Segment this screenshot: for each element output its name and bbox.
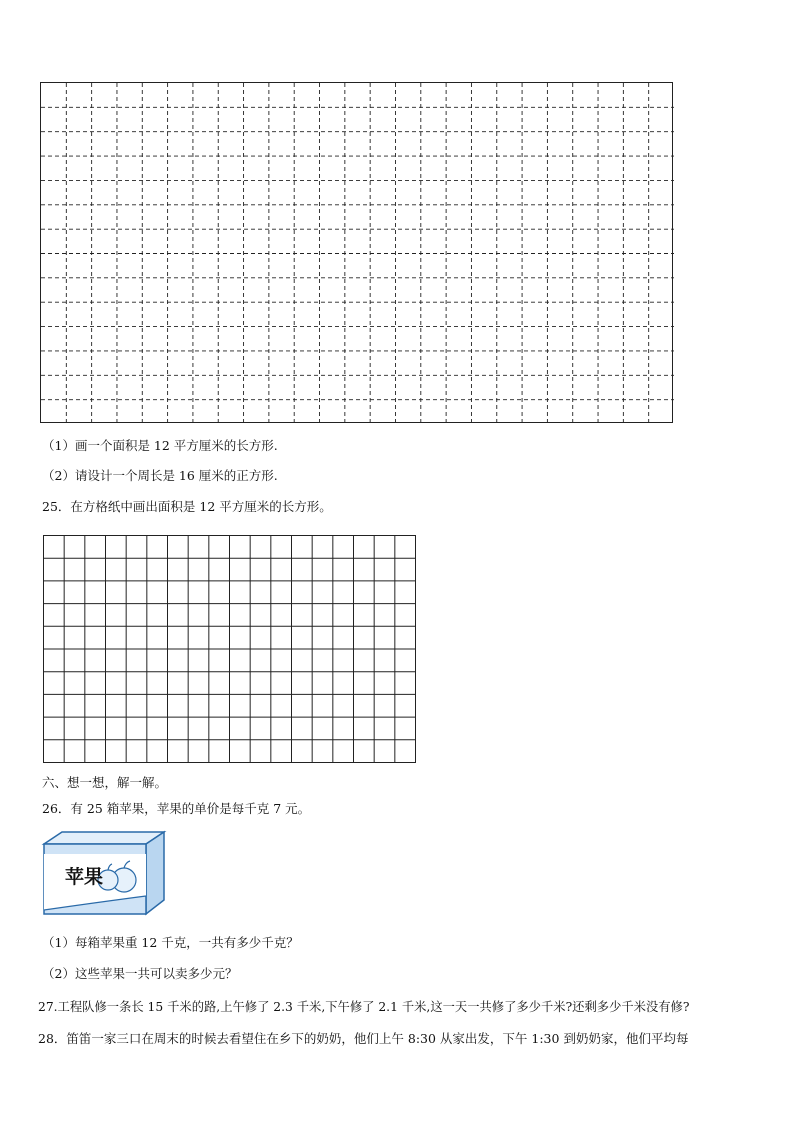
q26-part1: （1）每箱苹果重 12 千克，一共有多少千克？ [42, 935, 299, 950]
q28-text: 28．笛笛一家三口在周末的时候去看望住在乡下的奶奶，他们上午 8:30 从家出发，下午 1:30 到奶奶家，他们平均每 [38, 1031, 689, 1046]
solid-grid-lines [43, 535, 416, 763]
q24-part1: （1）画一个面积是 12 平方厘米的长方形. [42, 438, 278, 453]
q26-text: 26．有 25 箱苹果，苹果的单价是每千克 7 元。 [42, 801, 311, 816]
q24-part2: （2）请设计一个周长是 16 厘米的正方形. [42, 468, 278, 483]
solid-grid-paper [43, 535, 416, 763]
q27-text: 27.工程队修一条长 15 千米的路,上午修了 2.3 千米,下午修了 2.1 千米,这一天一共修了多少千米?还剩多少千米没有修? [38, 1000, 690, 1014]
dashed-grid-lines [41, 83, 674, 424]
apple-box-label: 苹果 [65, 866, 104, 888]
apple-box-illustration [40, 830, 168, 922]
section-6-heading: 六、想一想，解一解。 [42, 775, 168, 790]
q25-text: 25．在方格纸中画出面积是 12 平方厘米的长方形。 [42, 499, 332, 514]
q26-part2: （2）这些苹果一共可以卖多少元？ [42, 966, 238, 981]
dashed-grid-paper [40, 82, 673, 423]
